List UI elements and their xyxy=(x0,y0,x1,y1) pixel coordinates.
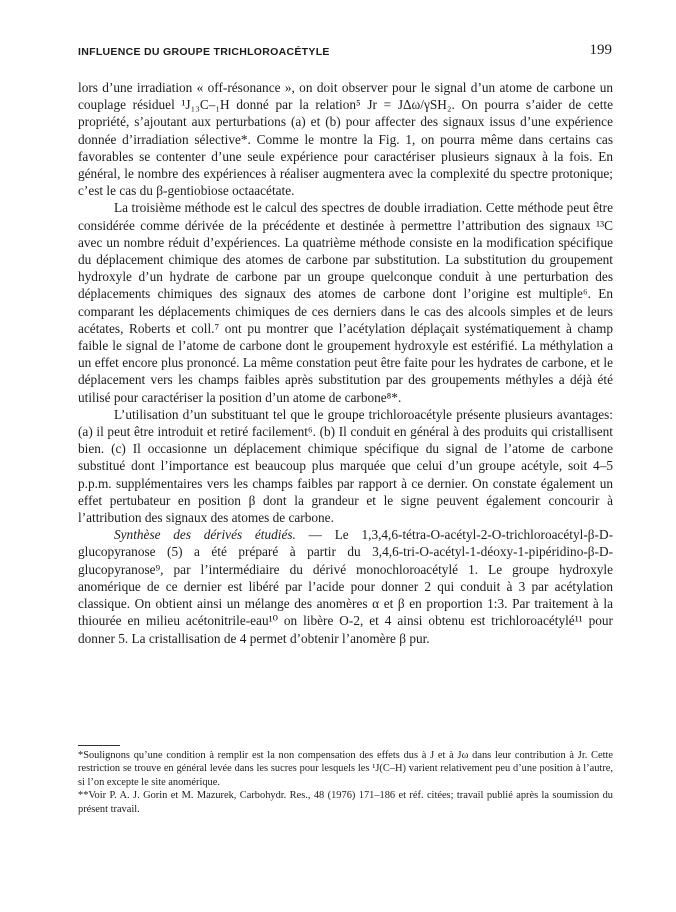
footnotes xyxy=(78,749,613,816)
paragraph-trichloroacetyl: L’utilisation d’un substituant tel que le groupe trichloroacétyle présente plusieurs avantages: (a) il peut être introduit et retiré facilement⁶. (b) Il conduit en général à des produits qui cristallisent bien. (c) Il occasionne un déplacement chimique spécifique du signal de l’atome de carbone substitué dont l’importance est beaucoup plus marquée que celui d’un groupe acétyle, soit 4–5 p.p.m. supplémentaires vers les champs faibles par rapport à ce dernier. On constate également un effet pertubateur en position β dont la grandeur et le signe peuvent également concourir à l’attribution des signaux des atomes de carbone. xyxy=(78,406,613,526)
running-title: INFLUENCE DU GROUPE TRICHLOROACÉTYLE xyxy=(78,46,330,58)
article-body xyxy=(78,79,613,647)
synthesis-text: — Le 1,3,4,6-tétra-O-acétyl-2-O-trichloroacétyl-β-D-glucopyranose (5) a été préparé à partir du 3,4,6-tri-O-acétyl-1-déoxy-1-pipéridino-β-D-glucopyranose⁹, par l’intermédiaire du dérivé monochloroacétylé 1. Le groupe hydroxyle anomérique de ce dernier est libéré par l’acide pour donner 2 qui conduit à 3 par acétylation classique. On obtient ainsi un mélange des anomères α et β en proportion 1:3. Par traitement à la thiourée en milieu acétonitrile-eau¹⁰ on libère O-2, et 4 ainsi obtenu est trichloroacétylé¹¹ pour donner 5. La cristallisation de 4 permet d’obtenir l’anomère β pur. xyxy=(78,527,613,646)
footnote-divider xyxy=(78,745,120,746)
footnote-2: **Voir P. A. J. Gorin et M. Mazurek, Carbohydr. Res., 48 (1976) 171–186 et réf. citées; travail publié après la soumission du présent travail. xyxy=(78,790,613,815)
footnote-1: *Soulignons qu’une condition à remplir est la non compensation des effets dus à J et à Jω dans leur contribution à Jr. Cette restriction se trouve en général levée dans les sucres pour lesquels les ¹J(C–H) varient relativement peu d’une position à l’autre, si l’on excepte le site anomérique. xyxy=(78,750,613,788)
page-number: 199 xyxy=(589,42,612,58)
page-header xyxy=(78,42,612,62)
synthesis-heading: Synthèse des dérivés étudiés. xyxy=(114,527,296,543)
paragraph-synthesis xyxy=(78,526,613,646)
paragraph-continuation: lors d’une irradiation « off-résonance », on doit observer pour le signal d’un atome de carbone un couplage résiduel ¹J₁₃C–₁H donné par la relation⁵ Jr = JΔω/γSH₂. On pourra s’aider de cette propriété, s’ajoutant aux perturbations (a) et (b) pour affecter des signaux issus d’une expérience donnée d’irradiation sélective*. Comme le montre la Fig. 1, on pourra même dans certains cas favorables se contenter d’une seule expérience pour caractériser plusieurs signaux à la fois. En général, le nombre des expériences à réaliser augmentera avec la complexité du spectre protonique; c’est le cas du β-gentiobiose octaacétate. xyxy=(78,80,613,199)
paragraph-third-method: La troisième méthode est le calcul des spectres de double irradiation. Cette méthode peut être considérée comme dérivée de la précédente et destinée à permettre l’attribution des signaux ¹³C avec un nombre réduit d’expériences. La quatrième méthode consiste en la modification spécifique du déplacement chimique des atomes de carbone par substitution. La substitution du groupement hydroxyle d’un hydrate de carbone par un groupe quelconque conduit à une perturbation des déplacements chimiques des signaux des atomes de carbone dont l’origine est multiple⁶. En comparant les déplacements chimiques de ces derniers dans le cas des alcools simples et de leurs acétates, Roberts et coll.⁷ ont pu montrer que l’acétylation déplaçait systématiquement à champ faible le signal de l’atome de carbone dont le groupement hydroxyle est estérifié. La méthylation a un effet encore plus prononcé. La même constation peut être faite pour les hydrates de carbone, et le déplacement vers les champs faibles après substitution par des groupements méthyles a déjà été utilisé pour caractériser la position d’un atome de carbone⁸*. xyxy=(78,200,613,405)
